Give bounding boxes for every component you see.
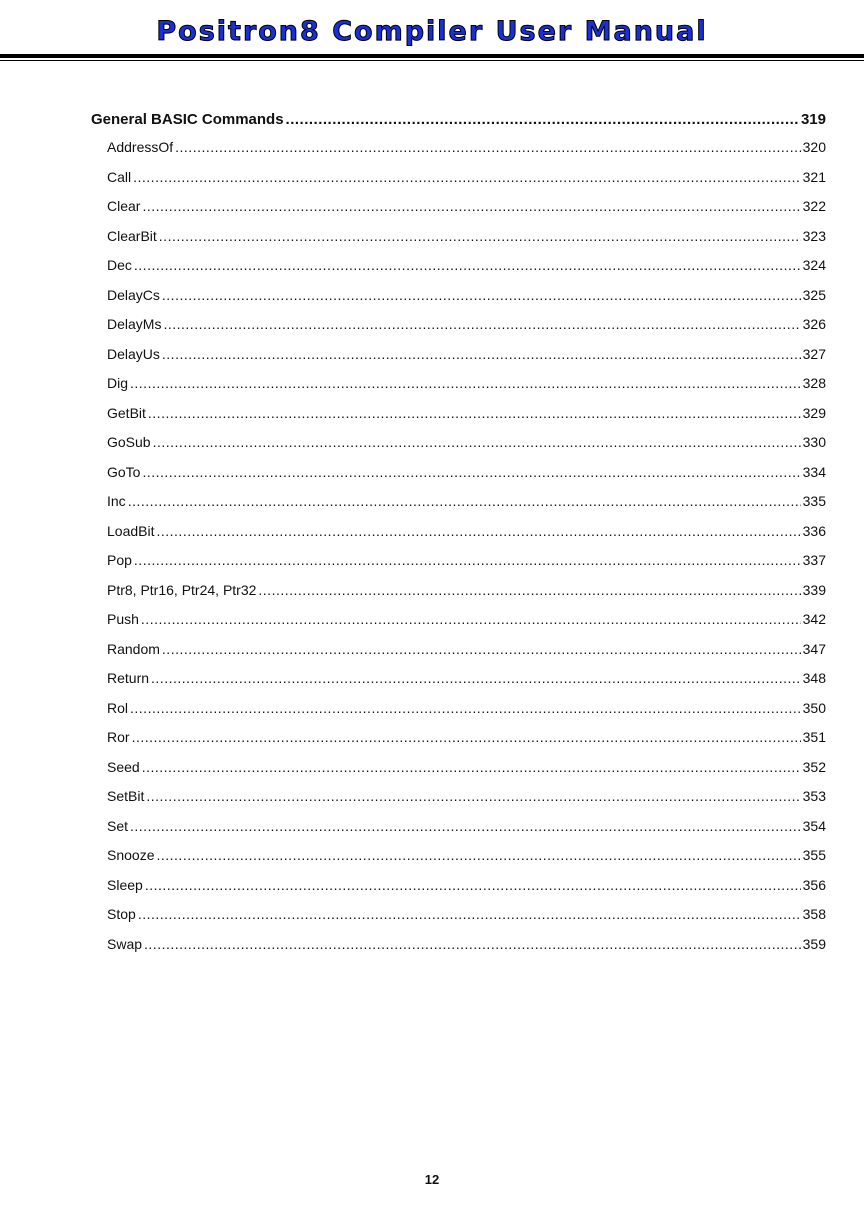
toc-leader [162,638,801,660]
toc-entry-page: 336 [802,522,826,539]
toc-entry[interactable] [91,284,826,314]
toc-entry-label: Random [107,640,160,657]
toc-leader [142,461,800,483]
toc-entry[interactable] [91,520,826,550]
toc-item-list [91,136,826,962]
toc-entry-page: 326 [802,316,826,332]
toc-entry-page: 354 [802,817,826,834]
toc-leader [133,166,801,188]
toc-entry-label: Dig [107,375,129,391]
toc-entry-label: SetBit [107,788,145,804]
toc-entry-page: 324 [802,257,826,273]
toc-entry-page: 337 [802,552,826,568]
toc-entry-label: DelayCs [107,286,160,303]
toc-entry[interactable] [91,136,826,166]
toc-entry-label: Dec [107,257,132,273]
toc-entry-label: Ror [107,729,130,745]
toc-entry-label: Set [107,817,129,834]
toc-leader [134,254,801,276]
toc-entry-label: Clear [107,198,141,214]
toc-leader [130,697,801,719]
toc-leader [138,903,801,925]
toc-entry-page: 356 [802,876,826,893]
toc-entry-page: 320 [802,139,826,155]
toc-entry-page: 352 [802,758,826,775]
toc-entry[interactable] [91,313,826,343]
toc-entry[interactable] [91,372,826,402]
toc-entry-label: GoSub [107,434,151,450]
toc-leader [130,372,801,394]
toc-entry-page: 347 [802,640,826,657]
toc-entry[interactable] [91,756,826,786]
table-of-contents [91,109,826,962]
toc-leader [145,874,801,896]
toc-entry-page: 355 [802,847,826,863]
toc-leader [142,195,800,217]
toc-entry-page: 330 [802,434,826,450]
toc-entry[interactable] [91,166,826,196]
toc-entry-label: Push [107,611,139,627]
toc-entry[interactable] [91,402,826,432]
toc-entry[interactable] [91,844,826,874]
toc-entry[interactable] [91,343,826,373]
toc-entry[interactable] [91,815,826,845]
header-rule-thin [0,60,864,61]
toc-entry[interactable] [91,254,826,284]
toc-entry[interactable] [91,933,826,963]
toc-heading[interactable] [91,109,826,136]
toc-entry-label: Return [107,670,150,686]
toc-heading-label: General BASIC Commands [91,111,284,128]
toc-leader [151,667,801,689]
toc-entry[interactable] [91,874,826,904]
header-rule [0,54,864,58]
toc-entry-page: 339 [802,581,826,598]
toc-entry[interactable] [91,549,826,579]
page-number: 12 [424,1172,440,1187]
toc-entry-label: LoadBit [107,522,155,539]
toc-leader [162,284,801,306]
toc-leader [162,343,801,365]
toc-leader [148,402,801,424]
toc-leader [130,815,801,837]
toc-entry-label: ClearBit [107,227,157,244]
toc-entry-label: Rol [107,699,129,716]
toc-heading-page: 319 [800,111,826,128]
toc-leader [258,579,800,601]
toc-entry-page: 351 [802,729,826,745]
toc-entry-page: 323 [802,227,826,244]
toc-entry-page: 325 [802,286,826,303]
toc-entry-label: Snooze [107,847,155,863]
toc-leader [156,520,800,542]
toc-entry-label: Seed [107,758,140,775]
toc-leader [141,608,801,630]
toc-entry-label: Inc [107,493,126,509]
toc-entry-label: GetBit [107,404,146,421]
toc-entry[interactable] [91,195,826,225]
toc-entry[interactable] [91,431,826,461]
toc-entry-page: 329 [802,404,826,421]
toc-entry-page: 342 [802,611,826,627]
toc-entry-page: 353 [802,788,826,804]
toc-leader [163,313,800,335]
toc-entry-label: Stop [107,906,136,922]
toc-leader [142,756,801,778]
toc-entry-page: 358 [802,906,826,922]
toc-entry[interactable] [91,667,826,697]
toc-entry-page: 350 [802,699,826,716]
toc-entry[interactable] [91,579,826,609]
toc-entry-label: DelayUs [107,345,160,362]
toc-entry-label: Call [107,168,132,185]
toc-leader [134,549,801,571]
toc-entry-page: 321 [802,168,826,185]
page-header-title: Positron8 Compiler User Manual [156,16,708,47]
toc-entry-label: Swap [107,935,143,952]
toc-leader [144,933,801,955]
toc-entry[interactable] [91,225,826,255]
toc-entry[interactable] [91,638,826,668]
toc-entry-label: GoTo [107,463,141,480]
toc-leader [286,109,799,131]
toc-entry-label: DelayMs [107,316,162,332]
toc-leader [128,490,801,512]
toc-entry-page: 334 [802,463,826,480]
toc-leader [153,431,801,453]
toc-leader [146,785,800,807]
toc-leader [175,136,801,158]
toc-leader [156,844,800,866]
toc-entry[interactable] [91,903,826,933]
toc-entry-label: Pop [107,552,132,568]
toc-entry[interactable] [91,461,826,491]
toc-entry[interactable] [91,490,826,520]
toc-entry-page: 327 [802,345,826,362]
toc-entry[interactable] [91,726,826,756]
toc-entry-page: 328 [802,375,826,391]
toc-entry[interactable] [91,608,826,638]
toc-entry-page: 335 [802,493,826,509]
toc-leader [132,726,801,748]
toc-entry-label: AddressOf [107,139,174,155]
toc-entry[interactable] [91,697,826,727]
toc-entry-label: Ptr8, Ptr16, Ptr24, Ptr32 [107,581,257,598]
toc-entry-page: 348 [802,670,826,686]
toc-entry[interactable] [91,785,826,815]
toc-leader [159,225,801,247]
toc-entry-page: 359 [802,935,826,952]
toc-entry-label: Sleep [107,876,143,893]
toc-entry-page: 322 [802,198,826,214]
